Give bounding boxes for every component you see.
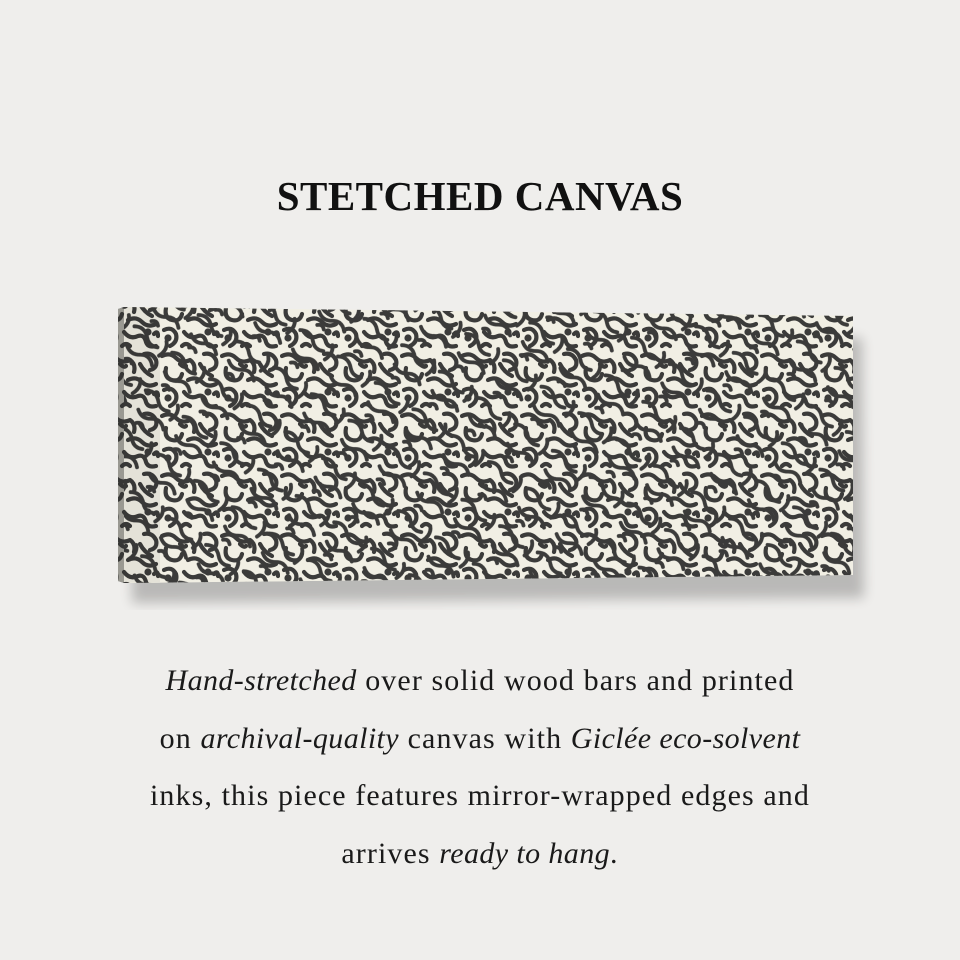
desc-line-3: inks, this piece features mirror-wrapped edges and bbox=[149, 779, 810, 812]
desc-line-4: arrives ready to hang. bbox=[341, 836, 619, 870]
canvas-product-image bbox=[100, 290, 880, 610]
canvas-artwork bbox=[100, 290, 880, 610]
product-description bbox=[60, 652, 900, 882]
page-title: STETCHED CANVAS bbox=[276, 173, 684, 219]
desc-line-1: Hand-stretched over solid wood bars and printed bbox=[165, 664, 795, 697]
desc-line-2: on archival-quality canvas with Giclée eco-solvent bbox=[159, 721, 801, 755]
